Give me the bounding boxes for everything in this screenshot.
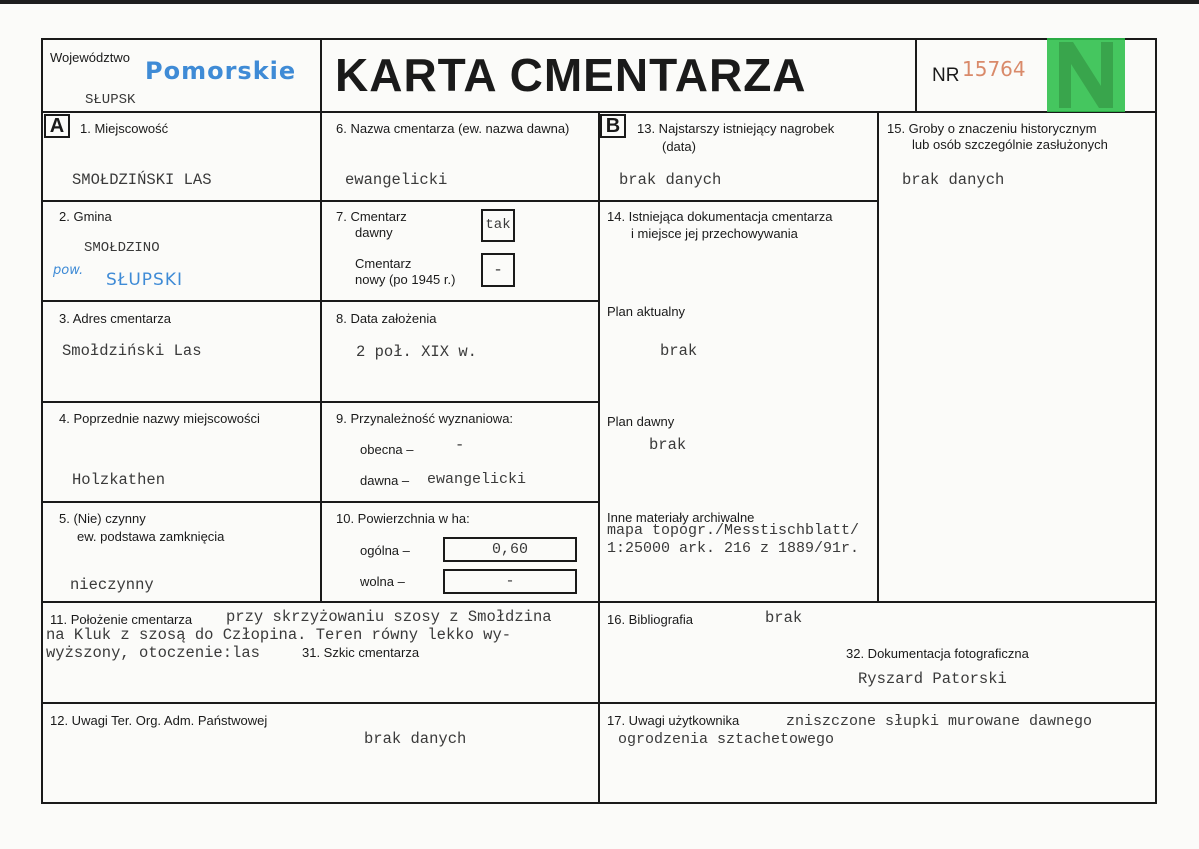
field-11-line-2: na Kluk z szosą do Człopina. Teren równy lekko wy- [46, 626, 512, 644]
field-7-new-box: - [481, 253, 515, 287]
field-11-line-3: wyższony, otoczenie:las [46, 644, 260, 662]
field-4-value: Holzkathen [72, 471, 166, 489]
field-17-line-1: zniszczone słupki murowane dawnego [786, 713, 1093, 730]
field-1-label: 1. Miejscowość [80, 121, 169, 136]
field-6-value: ewangelicki [345, 171, 448, 189]
field-7-label: 7. Cmentarz [336, 209, 407, 224]
plan-current-label: Plan aktualny [607, 304, 686, 319]
field-2-hand-value: SŁUPSKI [106, 270, 183, 290]
field-7-new-label: Cmentarz [355, 256, 412, 271]
field-8-label: 8. Data założenia [336, 311, 437, 326]
field-9-former-value: ewangelicki [427, 471, 527, 488]
divider [599, 200, 878, 202]
other-materials-line-2: 1:25000 ark. 216 z 1889/91r. [607, 540, 860, 557]
nr-value: 15764 [962, 57, 1026, 81]
field-15-label: 15. Groby o znaczeniu historycznym [887, 121, 1097, 136]
divider [915, 38, 917, 112]
region-stamp: SŁUPSK [85, 92, 136, 108]
field-2-value: SMOŁDZINO [84, 240, 160, 256]
field-5-sublabel: ew. podstawa zamknięcia [77, 529, 225, 544]
divider [320, 111, 322, 602]
field-16-value: brak [765, 609, 803, 627]
field-14-label: 14. Istniejąca dokumentacja cmentarza [607, 209, 833, 224]
field-10-free-box: - [443, 569, 577, 594]
field-32-value: Ryszard Patorski [858, 670, 1007, 688]
field-7-old-label: dawny [355, 225, 393, 240]
field-10-total-label: ogólna – [360, 543, 410, 558]
plan-current-value: brak [660, 342, 698, 360]
field-11-label: 11. Położenie cmentarza [50, 612, 193, 627]
divider [598, 111, 600, 804]
field-5-label: 5. (Nie) czynny [59, 511, 146, 526]
scan-edge [0, 0, 1199, 4]
field-2-label: 2. Gmina [59, 209, 112, 224]
field-13-label: 13. Najstarszy istniejący nagrobek [637, 121, 835, 136]
section-b-marker: B [600, 114, 626, 138]
plan-old-value: brak [649, 436, 687, 454]
field-4-label: 4. Poprzednie nazwy miejscowości [59, 411, 260, 426]
field-2-hand-prefix: pow. [53, 263, 84, 278]
field-10-free-label: wolna – [360, 574, 405, 589]
field-12-value: brak danych [364, 730, 467, 748]
other-materials-line-1: mapa topogr./Messtischblatt/ [607, 522, 860, 539]
divider [320, 38, 322, 112]
plan-old-label: Plan dawny [607, 414, 675, 429]
field-11-line-1: przy skrzyżowaniu szosy z Smołdzina [226, 608, 552, 626]
field-9-label: 9. Przynależność wyznaniowa: [336, 411, 514, 426]
field-7-old-box: tak [481, 209, 515, 242]
voivodeship-label: Województwo [50, 50, 130, 65]
voivodeship-value: Pomorskie [145, 57, 297, 85]
field-32-label: 32. Dokumentacja fotograficzna [846, 646, 1029, 661]
field-1-value: SMOŁDZIŃSKI LAS [72, 171, 212, 189]
field-8-value: 2 poł. XIX w. [356, 343, 477, 361]
letter-n-icon [1047, 38, 1125, 112]
field-17-label: 17. Uwagi użytkownika [607, 713, 740, 728]
field-14-sublabel: i miejsce jej przechowywania [631, 226, 798, 241]
field-10-label: 10. Powierzchnia w ha: [336, 511, 470, 526]
field-3-value: Smołdziński Las [62, 342, 202, 360]
field-17-line-2: ogrodzenia sztachetowego [618, 731, 835, 748]
field-16-label: 16. Bibliografia [607, 612, 693, 627]
field-9-current-label: obecna – [360, 442, 414, 457]
field-13-value: brak danych [619, 171, 722, 189]
divider [877, 111, 879, 602]
field-31-label: 31. Szkic cmentarza [302, 645, 420, 660]
field-9-current-value: - [455, 436, 465, 454]
field-15-value: brak danych [902, 171, 1005, 189]
other-materials-label: Inne materiały archiwalne [607, 510, 755, 525]
field-5-value: nieczynny [70, 576, 154, 594]
nr-label: NR [932, 65, 960, 86]
field-7-new-sublabel: nowy (po 1945 r.) [355, 272, 456, 287]
field-12-label: 12. Uwagi Ter. Org. Adm. Państwowej [50, 713, 268, 728]
field-6-label: 6. Nazwa cmentarza (ew. nazwa dawna) [336, 121, 570, 136]
field-10-total-box: 0,60 [443, 537, 577, 562]
field-15-sublabel: lub osób szczególnie zasłużonych [912, 137, 1108, 152]
field-13-sublabel: (data) [662, 139, 696, 154]
section-a-marker: A [44, 114, 70, 138]
field-3-label: 3. Adres cmentarza [59, 311, 171, 326]
green-n-stamp [1047, 38, 1125, 112]
page-title: KARTA CMENTARZA [335, 49, 807, 101]
field-9-former-label: dawna – [360, 473, 410, 488]
